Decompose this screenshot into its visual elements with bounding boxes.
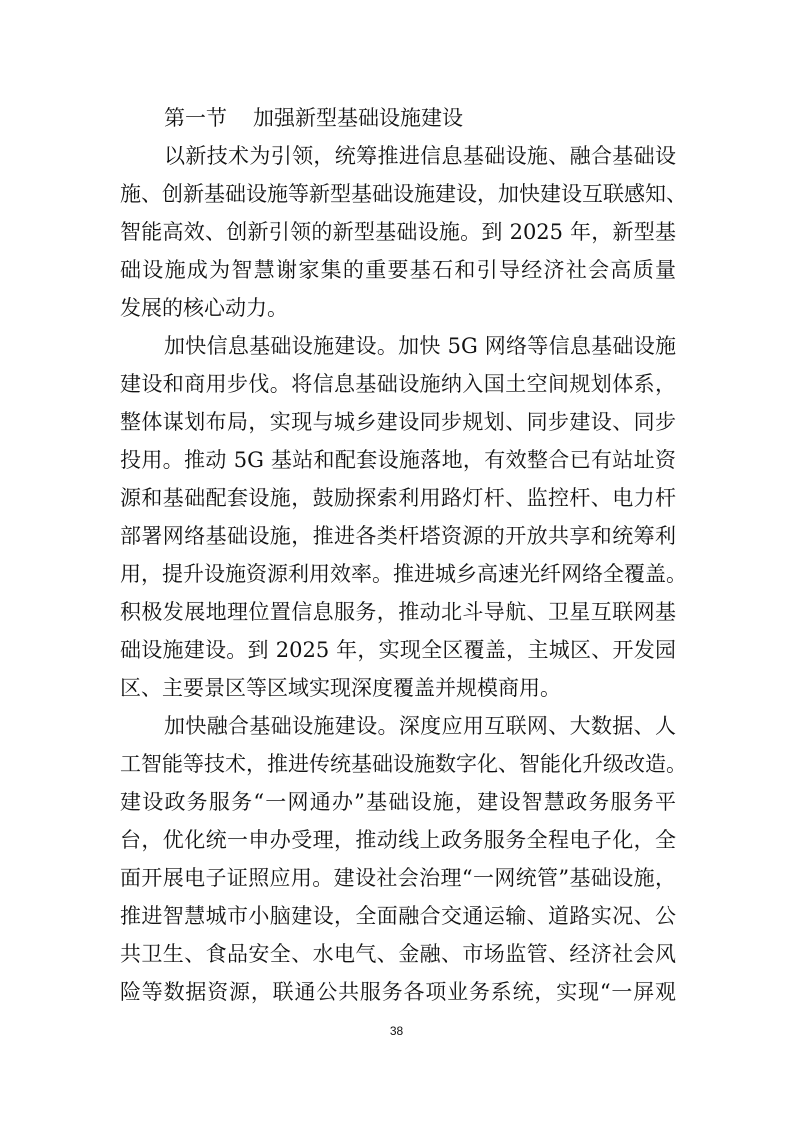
paragraph-line: 建设政务服务“一网通办”基础设施，建设智慧政务服务平 (120, 790, 676, 814)
paragraph-line: 险等数据资源，联通公共服务各项业务系统，实现“一屏观 (120, 980, 676, 1004)
section-heading (164, 103, 463, 133)
paragraph-line: 源和基础配套设施，鼓励探索利用路灯杆、监控杆、电力杆 (120, 486, 676, 510)
paragraph-line: 整体谋划布局，实现与城乡建设同步规划、同步建设、同步 (120, 410, 676, 434)
paragraph-line: 推进智慧城市小脑建设，全面融合交通运输、道路实况、公 (120, 904, 676, 928)
paragraph-line: 共卫生、食品安全、水电气、金融、市场监管、经济社会风 (120, 942, 676, 966)
section-number: 第一节 (164, 106, 227, 130)
paragraph-line: 台，优化统一申办受理，推动线上政务服务全程电子化，全 (120, 828, 676, 852)
paragraph-line: 区、主要景区等区域实现深度覆盖并规模商用。 (120, 676, 561, 700)
paragraph-line: 发展的核心动力。 (120, 296, 288, 320)
paragraph-line: 智能高效、创新引领的新型基础设施。到 2025 年，新型基 (120, 220, 676, 244)
paragraph-line: 础设施成为智慧谢家集的重要基石和引导经济社会高质量 (120, 258, 676, 282)
paragraph-line: 积极发展地理位置信息服务，推动北斗导航、卫星互联网基 (120, 600, 676, 624)
paragraph-line: 加快信息基础设施建设。加快 5G 网络等信息基础设施 (164, 334, 676, 358)
paragraph-line: 建设和商用步伐。将信息基础设施纳入国土空间规划体系， (120, 372, 676, 396)
paragraph-line: 投用。推动 5G 基站和配套设施落地，有效整合已有站址资 (120, 448, 676, 472)
paragraph-line: 础设施建设。到 2025 年，实现全区覆盖，主城区、开发园 (120, 638, 676, 662)
section-title: 加强新型基础设施建设 (253, 106, 463, 130)
paragraph-line: 施、创新基础设施等新型基础设施建设，加快建设互联感知、 (120, 182, 687, 206)
page-number: 38 (389, 1024, 404, 1038)
paragraph-line: 部署网络基础设施，推进各类杆塔资源的开放共享和统筹利 (120, 524, 676, 548)
paragraph-line: 以新技术为引领，统筹推进信息基础设施、融合基础设 (164, 144, 676, 168)
paragraph-line: 工智能等技术，推进传统基础设施数字化、智能化升级改造。 (120, 752, 687, 776)
paragraph-line: 加快融合基础设施建设。深度应用互联网、大数据、人 (164, 714, 676, 738)
paragraph-line: 用，提升设施资源利用效率。推进城乡高速光纤网络全覆盖。 (120, 562, 687, 586)
paragraph-line: 面开展电子证照应用。建设社会治理“一网统管”基础设施， (120, 866, 676, 890)
